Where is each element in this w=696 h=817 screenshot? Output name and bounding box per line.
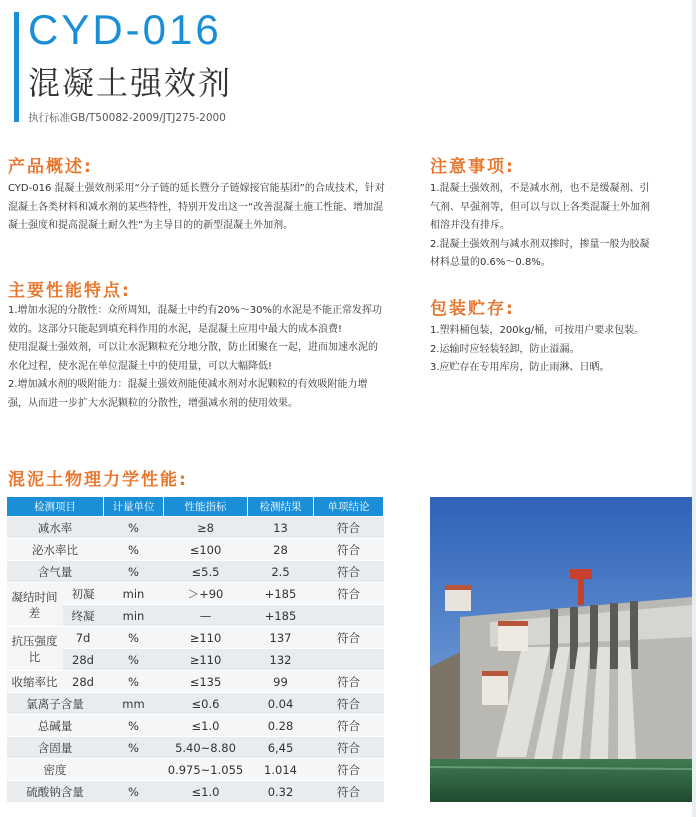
header-accent-bar [14, 12, 19, 122]
cell-verdict: 符合 [314, 671, 384, 693]
header-cell: 性能指标 [164, 497, 248, 517]
cell-item: 收缩率比 [7, 671, 63, 693]
cell-result: 2.5 [248, 561, 314, 583]
cell-subitem: 28d [63, 671, 104, 693]
cell-spec: — [164, 605, 248, 627]
table-row [7, 517, 384, 539]
cell-verdict [314, 649, 384, 671]
table-row [7, 737, 384, 759]
cell-unit: % [104, 627, 164, 649]
cell-item: 硫酸钠含量 [7, 781, 104, 803]
cell-result: 13 [248, 517, 314, 539]
header-cell: 单项结论 [314, 497, 384, 517]
cell-spec: ≥8 [164, 517, 248, 539]
cell-unit: % [104, 649, 164, 671]
packaging-text [430, 322, 656, 378]
table-row [7, 759, 384, 781]
cell-spec: ≤100 [164, 539, 248, 561]
cell-unit: min [104, 583, 164, 605]
notes-title: 注意事项: [430, 157, 515, 177]
cell-unit: % [104, 671, 164, 693]
header-cell: 检测结果 [248, 497, 314, 517]
table-row [7, 583, 384, 605]
cell-verdict: 符合 [314, 737, 384, 759]
cell-unit [104, 759, 164, 781]
table-row [7, 627, 384, 649]
cell-unit: % [104, 517, 164, 539]
cell-unit: % [104, 539, 164, 561]
cell-spec: ≤1.0 [164, 781, 248, 803]
cell-result: +185 [248, 605, 314, 627]
cell-result: 6,45 [248, 737, 314, 759]
cell-item: 氯离子含量 [7, 693, 104, 715]
packaging-title: 包装贮存: [430, 299, 515, 319]
cell-subitem: 初凝 [63, 583, 104, 605]
cell-item: 减水率 [7, 517, 104, 539]
cell-unit: % [104, 781, 164, 803]
cell-result: 132 [248, 649, 314, 671]
cell-verdict: 符合 [314, 539, 384, 561]
cell-subitem: 终凝 [63, 605, 104, 627]
dam-photo [430, 497, 692, 802]
cell-spec: ≤0.6 [164, 693, 248, 715]
table-row [7, 561, 384, 583]
cell-subitem: 28d [63, 649, 104, 671]
cell-unit: % [104, 715, 164, 737]
overview-paragraph: CYD-016 混凝土强效剂采用“分子链的延长暨分子链嫁接官能基团”的合成技术，针对混凝土各类材料和减水剂的某些特性，特别开发出这一“改善混凝土施工性能、增加混凝土强度和提高混凝土耐久性”为主导目的的新型混凝土外加剂。 [8, 183, 385, 231]
overview-title: 产品概述: [8, 157, 93, 177]
features-title: 主要性能特点: [8, 281, 131, 301]
cell-unit: mm [104, 693, 164, 715]
cell-item: 含气量 [7, 561, 104, 583]
overview-text [8, 180, 386, 236]
cell-result: 28 [248, 539, 314, 561]
cell-item-line2: 比 [28, 649, 41, 664]
table-row [7, 605, 384, 627]
cell-spec: ≤135 [164, 671, 248, 693]
cell-spec: ＞+90 [164, 583, 248, 605]
cell-verdict: 符合 [314, 715, 384, 737]
notes-paragraph-2: 2.混凝土强效剂与减水剂双掺时，掺量一般为胶凝材料总量的0.6%～0.8%。 [430, 238, 650, 268]
cell-spec: 0.975~1.055 [164, 759, 248, 781]
cell-item-line1: 凝结时间 [11, 589, 58, 604]
notes-paragraph-1: 1.混凝土强效剂，不是减水剂，也不是缓凝剂、引气剂、早强剂等，但可以与以上各类混凝土外加剂相溶并没有排斥。 [430, 183, 650, 231]
packaging-paragraph-1: 1.塑料桶包装，200kg/桶，可按用户要求包装。 [430, 325, 645, 336]
table-row [7, 715, 384, 737]
cell-spec: ≤5.5 [164, 561, 248, 583]
table-title: 混泥土物理力学性能: [8, 470, 188, 490]
cell-result: 137 [248, 627, 314, 649]
cell-item: 泌水率比 [7, 539, 104, 561]
spec-table [6, 496, 384, 803]
cell-result: 1.014 [248, 759, 314, 781]
cell-spec: ≥110 [164, 649, 248, 671]
standard-text: 执行标准GB/T50082-2009/JTJ275-2000 [28, 112, 226, 124]
packaging-paragraph-3: 3.应贮存在专用库房，防止雨淋、日晒。 [430, 362, 610, 373]
cell-item-line2: 差 [28, 605, 41, 620]
product-name: 混凝土强效剂 [28, 64, 233, 102]
cell-subitem: 7d [63, 627, 104, 649]
product-code: CYD-016 [28, 6, 222, 53]
features-text [8, 302, 386, 413]
table-row [7, 781, 384, 803]
table-row [7, 539, 384, 561]
cell-result: +185 [248, 583, 314, 605]
table-header-row [7, 497, 384, 517]
table-row [7, 693, 384, 715]
dam-illustration [430, 497, 692, 802]
features-paragraph-1: 1.增加水泥的分散性：众所周知，混凝土中约有20%～30%的水泥是不能正常发挥功效的。这部分只能起到填充料作用的水泥，是混凝土应用中最大的成本浪费! [8, 305, 382, 335]
cell-spec: 5.40~8.80 [164, 737, 248, 759]
features-paragraph-3: 2.增加减水剂的吸附能力：混凝土强效剂能使减水剂对水泥颗粒的有效吸附能力增强，从而进一步扩大水泥颗粒的分散性，增强减水剂的使用效果。 [8, 379, 368, 409]
header-cell: 检测项目 [7, 497, 104, 517]
cell-spec: ≤1.0 [164, 715, 248, 737]
cell-verdict: 符合 [314, 693, 384, 715]
cell-verdict: 符合 [314, 781, 384, 803]
cell-result: 0.32 [248, 781, 314, 803]
table-row [7, 671, 384, 693]
page-edge [692, 0, 696, 817]
cell-item: 密度 [7, 759, 104, 781]
cell-result: 0.28 [248, 715, 314, 737]
cell-item [7, 583, 63, 627]
notes-text [430, 180, 656, 273]
cell-verdict: 符合 [314, 759, 384, 781]
cell-verdict [314, 605, 384, 627]
header-cell: 计量单位 [104, 497, 164, 517]
cell-result: 99 [248, 671, 314, 693]
cell-item [7, 627, 63, 671]
packaging-paragraph-2: 2.运输时应轻装轻卸，防止溢漏。 [430, 343, 580, 355]
features-paragraph-2: 使用混凝土强效剂，可以让水泥颗粒充分地分散，防止团聚在一起，进而加速水泥的水化过程，使水泥在单位混凝土中的使用量，可以大幅降低! [8, 342, 378, 372]
cell-item: 含固量 [7, 737, 104, 759]
table-row [7, 649, 384, 671]
cell-item: 总碱量 [7, 715, 104, 737]
cell-spec: ≥110 [164, 627, 248, 649]
cell-unit: % [104, 561, 164, 583]
cell-verdict: 符合 [314, 627, 384, 649]
cell-unit: % [104, 737, 164, 759]
cell-verdict: 符合 [314, 517, 384, 539]
cell-item-line1: 抗压强度 [11, 633, 58, 648]
cell-verdict: 符合 [314, 561, 384, 583]
cell-verdict: 符合 [314, 583, 384, 605]
cell-unit: min [104, 605, 164, 627]
cell-result: 0.04 [248, 693, 314, 715]
